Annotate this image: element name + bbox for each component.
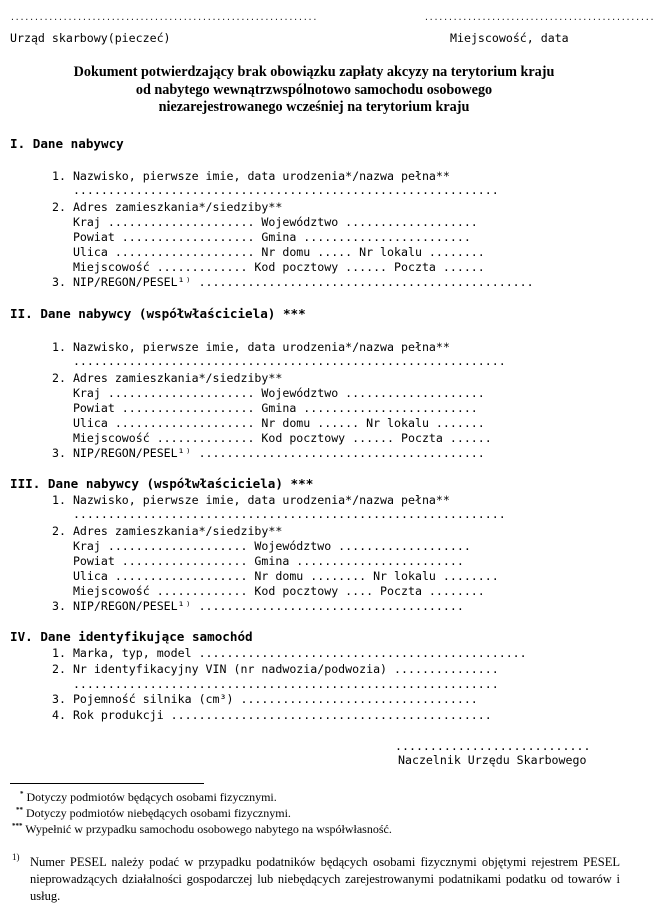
field-line: Miejscowość ............. Kod pocztowy ...... Poczta ...... bbox=[52, 260, 485, 274]
section-heading-vehicle: IV. Dane identyfikujące samochód bbox=[10, 629, 253, 644]
field-line: Powiat .................. Gmina ........................ bbox=[52, 554, 464, 568]
field-line: 2. Adres zamieszkania*/siedziby** bbox=[52, 371, 283, 385]
section-heading-buyer: I. Dane nabywcy bbox=[10, 136, 124, 151]
field-line: 1. Marka, typ, model ............................................... bbox=[52, 646, 527, 660]
office-stamp-dots: ................................................................ bbox=[10, 14, 318, 23]
field-line: Kraj .................... Województwo ................... bbox=[52, 539, 471, 553]
field-line: 3. NIP/REGON/PESEL¹⁾ ...................................... bbox=[52, 599, 464, 613]
title-line-2: od nabytego wewnątrzwspólnotowo samochodu osobowego bbox=[135, 81, 493, 98]
field-line: ............................................................. bbox=[52, 183, 499, 197]
field-line: .............................................................. bbox=[52, 507, 506, 521]
field-line: 3. Pojemność silnika (cm³) .................................. bbox=[52, 692, 478, 706]
pesel-note-text: Numer PESEL należy podać w przypadku podatników będących osobami fizycznymi objętymi rejestrem PESEL nieprowadzących działalności gospodarczej lub niebędących zarejestrowanymi podatnikami podatku od towarów i usług. bbox=[30, 855, 620, 903]
footnote-text: Wypełnić w przypadku samochodu osobowego nabytego na współwłasność. bbox=[25, 822, 392, 836]
field-line: 3. NIP/REGON/PESEL¹⁾ ................................................ bbox=[52, 275, 534, 289]
pesel-note-mark: 1) bbox=[12, 852, 20, 862]
field-line: 2. Adres zamieszkania*/siedziby** bbox=[52, 200, 283, 214]
field-line: Ulica ................... Nr domu ........ Nr lokalu ........ bbox=[52, 569, 499, 583]
title-line-3: niezarejestrowanego wcześniej na terytorium kraju bbox=[158, 99, 470, 115]
field-line: 1. Nazwisko, pierwsze imie, data urodzenia*/nazwa pełna** bbox=[52, 169, 450, 183]
footnote-1 bbox=[20, 790, 277, 805]
field-line: 1. Nazwisko, pierwsze imie, data urodzenia*/nazwa pełna** bbox=[52, 493, 450, 507]
field-line: Ulica .................... Nr domu ...... Nr lokalu ....... bbox=[52, 416, 485, 430]
place-date-dots: ................................................ bbox=[424, 14, 654, 23]
field-line: 1. Nazwisko, pierwsze imie, data urodzenia*/nazwa pełna** bbox=[52, 340, 450, 354]
place-date-label: Miejscowość, data bbox=[450, 31, 569, 45]
field-line: 4. Rok produkcji .............................................. bbox=[52, 708, 492, 722]
field-line: 3. NIP/REGON/PESEL¹⁾ ......................................... bbox=[52, 446, 485, 460]
title-line-1: Dokument potwierdzający brak obowiązku zapłaty akcyzy na terytorium kraju bbox=[73, 64, 555, 80]
footnote-mark: ** bbox=[16, 806, 23, 814]
field-line: Miejscowość ............. Kod pocztowy .... Poczta ........ bbox=[52, 584, 485, 598]
field-line: Miejscowość .............. Kod pocztowy ...... Poczta ...... bbox=[52, 431, 492, 445]
field-line: 2. Nr identyfikacyjny VIN (nr nadwozia/podwozia) ............... bbox=[52, 662, 499, 676]
field-line: ............................................................. bbox=[52, 677, 499, 691]
footnote-2 bbox=[16, 806, 291, 821]
footnote-3 bbox=[12, 822, 392, 837]
footnote-text: Dotyczy podmiotów będących osobami fizycznymi. bbox=[26, 790, 277, 804]
section-heading-co-owner-2: III. Dane nabywcy (współwłaściciela) *** bbox=[10, 476, 314, 491]
office-stamp-label: Urząd skarbowy(pieczeć) bbox=[10, 31, 171, 45]
footnote-mark: * bbox=[20, 790, 24, 798]
footnote-rule bbox=[10, 783, 204, 784]
footnote-mark: *** bbox=[12, 822, 23, 830]
field-line: Ulica .................... Nr domu ..... Nr lokalu ........ bbox=[52, 245, 485, 259]
signature-label: Naczelnik Urzędu Skarbowego bbox=[398, 753, 587, 767]
document-title bbox=[0, 64, 628, 117]
field-line: Powiat ................... Gmina ........................ bbox=[52, 230, 471, 244]
field-line: Kraj ..................... Województwo ................... bbox=[52, 215, 478, 229]
field-line: Powiat ................... Gmina ......................... bbox=[52, 401, 478, 415]
section-heading-co-owner-1: II. Dane nabywcy (współwłaściciela) *** bbox=[10, 306, 306, 321]
field-line: 2. Adres zamieszkania*/siedziby** bbox=[52, 524, 283, 538]
field-line: Kraj ..................... Województwo .................... bbox=[52, 386, 485, 400]
footnote-text: Dotyczy podmiotów niebędących osobami fizycznymi. bbox=[26, 806, 291, 820]
signature-dots: ............................ bbox=[395, 739, 591, 753]
field-line: .............................................................. bbox=[52, 354, 506, 368]
